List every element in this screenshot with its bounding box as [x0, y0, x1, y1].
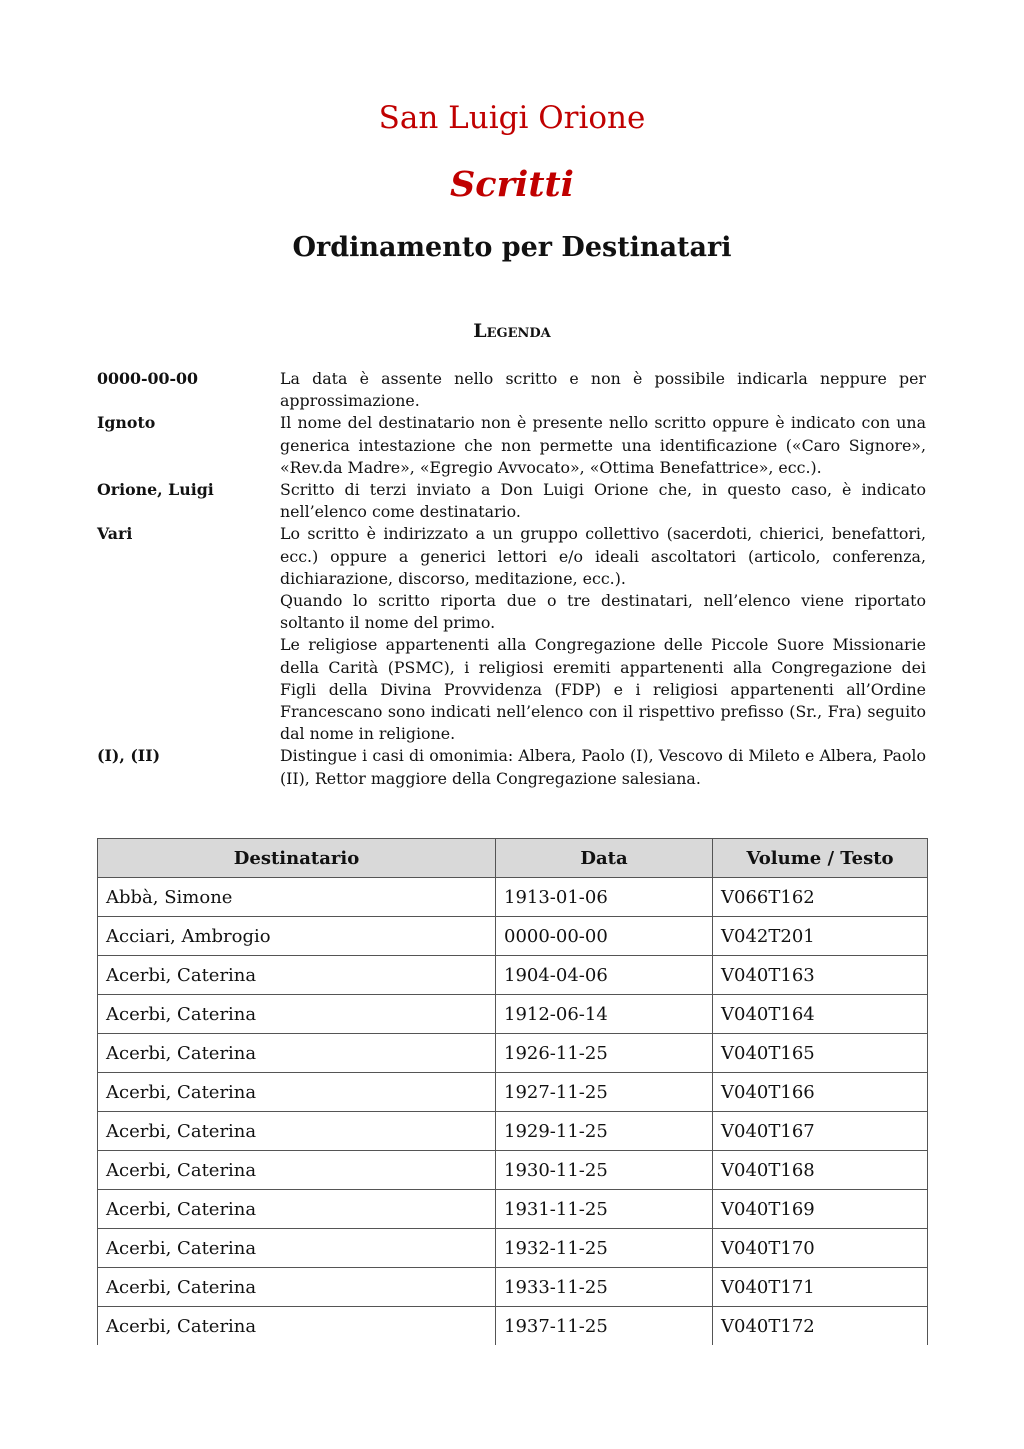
cell-volume-text: V066T162: [713, 878, 928, 917]
legend-entry: [97, 523, 926, 745]
legend-paragraph: Quando lo scritto riporta due o tre destinatari, nell’elenco viene riportato soltanto il nome del primo.: [280, 591, 926, 633]
legend-term: Vari: [97, 524, 133, 544]
table-row: [98, 1034, 928, 1073]
recipients-table: [97, 838, 928, 1345]
cell-date: 1932-11-25: [496, 1229, 713, 1268]
cell-volume-text: V040T172: [713, 1307, 928, 1346]
cell-volume-text: V040T168: [713, 1151, 928, 1190]
table-row: [98, 1229, 928, 1268]
legend-list: [97, 368, 926, 790]
legend-description: [280, 368, 926, 412]
legend-entry: [97, 368, 926, 412]
cell-recipient: Acerbi, Caterina: [98, 1268, 496, 1307]
legend-term: Orione, Luigi: [97, 480, 214, 500]
cell-recipient: Acerbi, Caterina: [98, 1151, 496, 1190]
legend-paragraph: Scritto di terzi inviato a Don Luigi Orione che, in questo caso, è indicato nell’elenco come destinatario.: [280, 480, 926, 522]
legend-term: 0000-00-00: [97, 369, 199, 388]
cell-recipient: Acciari, Ambrogio: [98, 917, 496, 956]
cell-volume-text: V040T164: [713, 995, 928, 1034]
legend-description: [280, 523, 926, 745]
table-row: [98, 1073, 928, 1112]
cell-recipient: Acerbi, Caterina: [98, 995, 496, 1034]
column-header-volume-text: Volume / Testo: [713, 839, 928, 878]
cell-volume-text: V040T166: [713, 1073, 928, 1112]
cell-volume-text: V042T201: [713, 917, 928, 956]
table-row: [98, 1268, 928, 1307]
work-title: Scritti: [450, 164, 574, 205]
table-row: [98, 1151, 928, 1190]
cell-volume-text: V040T167: [713, 1112, 928, 1151]
cell-volume-text: V040T170: [713, 1229, 928, 1268]
author-title: San Luigi Orione: [378, 100, 646, 136]
table-row: [98, 917, 928, 956]
column-header-date: Data: [496, 839, 713, 878]
table-row: [98, 1112, 928, 1151]
cell-date: 1912-06-14: [496, 995, 713, 1034]
cell-recipient: Acerbi, Caterina: [98, 1229, 496, 1268]
legend-term: (I), (II): [97, 746, 161, 766]
legend-heading: Legenda: [473, 320, 551, 342]
table-row: [98, 1307, 928, 1346]
cell-volume-text: V040T171: [713, 1268, 928, 1307]
legend-paragraph: Le religiose appartenenti alla Congregazione delle Piccole Suore Missionarie della Carità (PSMC), i religiosi eremiti appartenenti alla Congregazione dei Figli della Divina Provvidenza (FDP) e i religiosi appartenenti all’Ordine Francescano sono indicati nell’elenco con il rispettivo prefisso (Sr., Fra) seguito dal nome in religione.: [280, 635, 926, 744]
cell-recipient: Acerbi, Caterina: [98, 956, 496, 995]
column-header-recipient: Destinatario: [98, 839, 496, 878]
cell-date: 1913-01-06: [496, 878, 713, 917]
cell-date: 1933-11-25: [496, 1268, 713, 1307]
legend-description: [280, 479, 926, 523]
legend-paragraph: La data è assente nello scritto e non è possibile indicarla neppure per approssimazione.: [280, 369, 926, 411]
cell-recipient: Abbà, Simone: [98, 878, 496, 917]
cell-date: 1926-11-25: [496, 1034, 713, 1073]
cell-date: 1937-11-25: [496, 1307, 713, 1346]
legend-paragraph: Il nome del destinatario non è presente nello scritto oppure è indicato con una generica intestazione che non permette una identificazione («Caro Signore», «Rev.da Madre», «Egregio Avvocato», «Ottima Benefattrice», ecc.).: [280, 413, 926, 477]
cell-recipient: Acerbi, Caterina: [98, 1190, 496, 1229]
table-row: [98, 995, 928, 1034]
table-row: [98, 1190, 928, 1229]
cell-date: 0000-00-00: [496, 917, 713, 956]
cell-volume-text: V040T165: [713, 1034, 928, 1073]
legend-term: Ignoto: [97, 413, 156, 433]
table-header-row: [98, 839, 928, 878]
legend-paragraph: Distingue i casi di omonimia: Albera, Paolo (I), Vescovo di Mileto e Albera, Paolo (II), Rettor maggiore della Congregazione salesiana.: [280, 746, 926, 788]
cell-date: 1930-11-25: [496, 1151, 713, 1190]
legend-description: [280, 745, 926, 789]
legend-entry: [97, 745, 926, 789]
legend-description: [280, 412, 926, 479]
legend-entry: [97, 412, 926, 479]
cell-recipient: Acerbi, Caterina: [98, 1073, 496, 1112]
cell-volume-text: V040T169: [713, 1190, 928, 1229]
cell-date: 1904-04-06: [496, 956, 713, 995]
cell-recipient: Acerbi, Caterina: [98, 1034, 496, 1073]
cell-volume-text: V040T163: [713, 956, 928, 995]
table-row: [98, 956, 928, 995]
cell-recipient: Acerbi, Caterina: [98, 1112, 496, 1151]
table-row: [98, 878, 928, 917]
legend-entry: [97, 479, 926, 523]
cell-recipient: Acerbi, Caterina: [98, 1307, 496, 1346]
cell-date: 1927-11-25: [496, 1073, 713, 1112]
cell-date: 1931-11-25: [496, 1190, 713, 1229]
legend-paragraph: Lo scritto è indirizzato a un gruppo collettivo (sacerdoti, chierici, benefattori, ecc.) oppure a generici lettori e/o ideali ascoltatori (articolo, conferenza, dichiarazione, discorso, meditazione, ecc.).: [280, 524, 926, 588]
cell-date: 1929-11-25: [496, 1112, 713, 1151]
page-subtitle: Ordinamento per Destinatari: [292, 232, 732, 263]
